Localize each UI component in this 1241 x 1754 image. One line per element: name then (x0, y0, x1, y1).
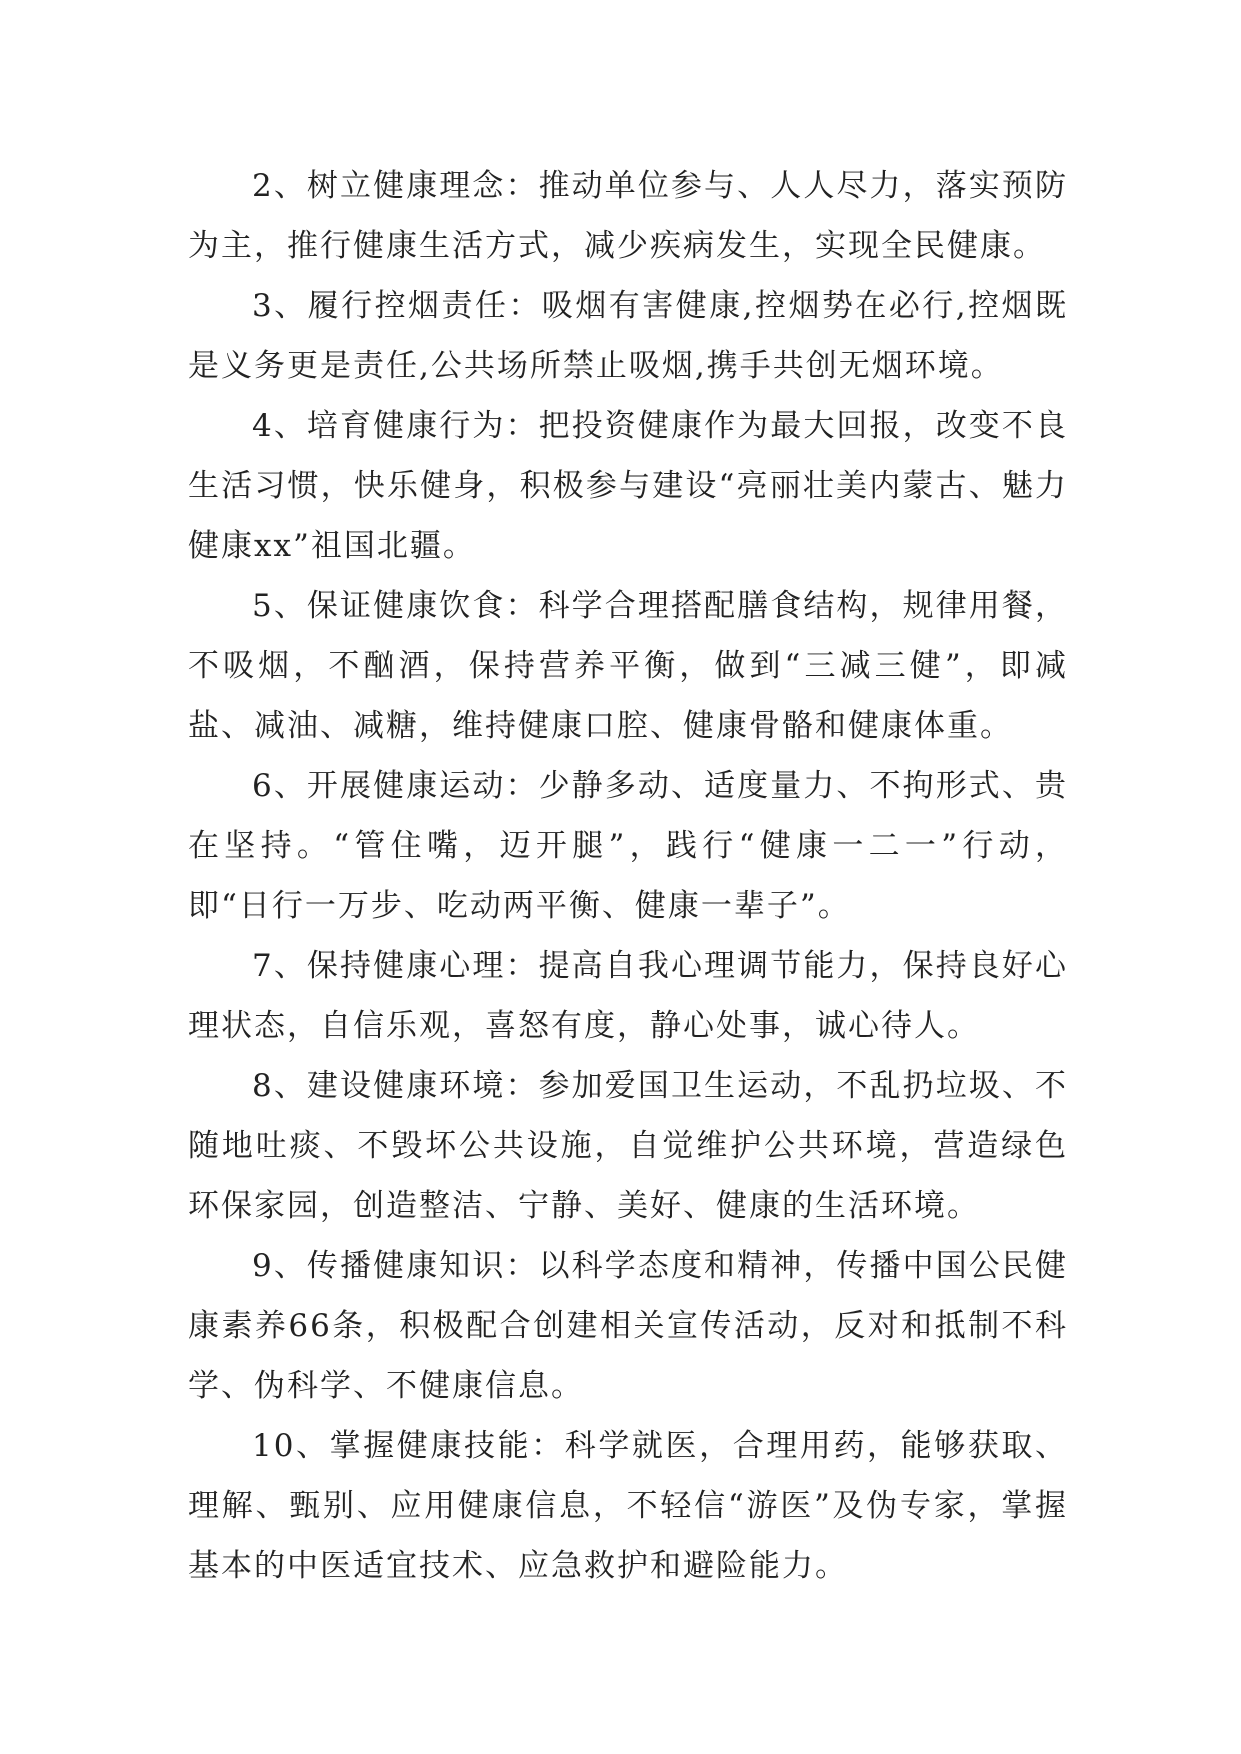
paragraph-item-4: 4、培育健康行为：把投资健康作为最大回报，改变不良生活习惯，快乐健身，积极参与建设“亮丽壮美内蒙古、魅力健康xx”祖国北疆。 (188, 408, 1068, 564)
document-body (188, 156, 1068, 1596)
paragraph-item-5: 5、保证健康饮食：科学合理搭配膳食结构，规律用餐，不吸烟，不酗酒，保持营养平衡，做到“三减三健”，即减盐、减油、减糖，维持健康口腔、健康骨骼和健康体重。 (188, 588, 1068, 744)
paragraph-item-10: 10、掌握健康技能：科学就医，合理用药，能够获取、理解、甄别、应用健康信息，不轻信“游医”及伪专家，掌握基本的中医适宜技术、应急救护和避险能力。 (188, 1428, 1068, 1584)
paragraph-item-2: 2、树立健康理念：推动单位参与、人人尽力，落实预防为主，推行健康生活方式，减少疾病发生，实现全民健康。 (188, 168, 1068, 264)
paragraph-item-7: 7、保持健康心理：提高自我心理调节能力，保持良好心理状态，自信乐观，喜怒有度，静心处事，诚心待人。 (188, 948, 1068, 1044)
paragraph-item-9: 9、传播健康知识：以科学态度和精神，传播中国公民健康素养66条，积极配合创建相关宣传活动，反对和抵制不科学、伪科学、不健康信息。 (188, 1248, 1068, 1404)
paragraph-item-6: 6、开展健康运动：少静多动、适度量力、不拘形式、贵在坚持。“管住嘴，迈开腿”，践行“健康一二一”行动，即“日行一万步、吃动两平衡、健康一辈子”。 (188, 768, 1068, 924)
paragraph-item-3: 3、履行控烟责任：吸烟有害健康,控烟势在必行,控烟既是义务更是责任,公共场所禁止吸烟,携手共创无烟环境。 (188, 288, 1068, 384)
paragraph-item-8: 8、建设健康环境：参加爱国卫生运动，不乱扔垃圾、不随地吐痰、不毁坏公共设施，自觉维护公共环境，营造绿色环保家园，创造整洁、宁静、美好、健康的生活环境。 (188, 1068, 1068, 1224)
